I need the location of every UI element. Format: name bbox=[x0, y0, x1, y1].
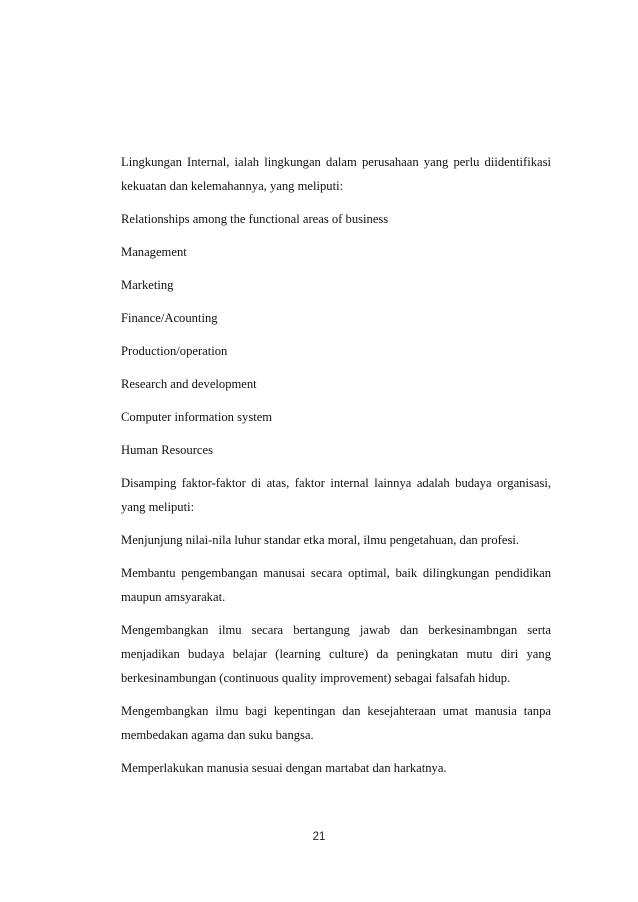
paragraph-organizational-culture: Disamping faktor-faktor di atas, faktor internal lainnya adalah budaya organisasi, yang meliputi: bbox=[121, 476, 551, 514]
paragraph-internal-environment: Lingkungan Internal, ialah lingkungan dalam perusahaan yang perlu diidentifikasi kekuatan dan kelemahannya, yang meliputi: bbox=[121, 155, 551, 193]
list-item-welfare: Mengembangkan ilmu bagi kepentingan dan kesejahteraan umat manusia tanpa membedakan agama dan suku bangsa. bbox=[121, 704, 551, 742]
list-item-learning-culture: Mengembangkan ilmu secara bertangung jawab dan berkesinambngan serta menjadikan budaya belajar (learning culture) da peningkatan mutu diri yang berkesinambungan (continuous quality improvement) sebagai falsafah hidup. bbox=[121, 623, 551, 685]
document-body bbox=[121, 150, 551, 789]
list-item-finance: Finance/Acounting bbox=[121, 311, 218, 325]
list-item-human-resources: Human Resources bbox=[121, 443, 213, 457]
list-item-human-development: Membantu pengembangan manusai secara optimal, baik dilingkungan pendidikan maupun amsyarakat. bbox=[121, 566, 551, 604]
list-item-management: Management bbox=[121, 245, 187, 259]
list-item-dignity: Memperlakukan manusia sesuai dengan martabat dan harkatnya. bbox=[121, 761, 447, 775]
list-item-computer-info: Computer information system bbox=[121, 410, 273, 424]
list-item-moral-values: Menjunjung nilai-nila luhur standar etka moral, ilmu pengetahuan, dan profesi. bbox=[121, 533, 519, 547]
list-item-functional-areas: Relationships among the functional areas of business bbox=[121, 212, 389, 226]
list-item-research: Research and development bbox=[121, 377, 257, 391]
list-item-production: Production/operation bbox=[121, 344, 228, 358]
list-item-marketing: Marketing bbox=[121, 278, 174, 292]
page-number: 21 bbox=[312, 831, 326, 843]
